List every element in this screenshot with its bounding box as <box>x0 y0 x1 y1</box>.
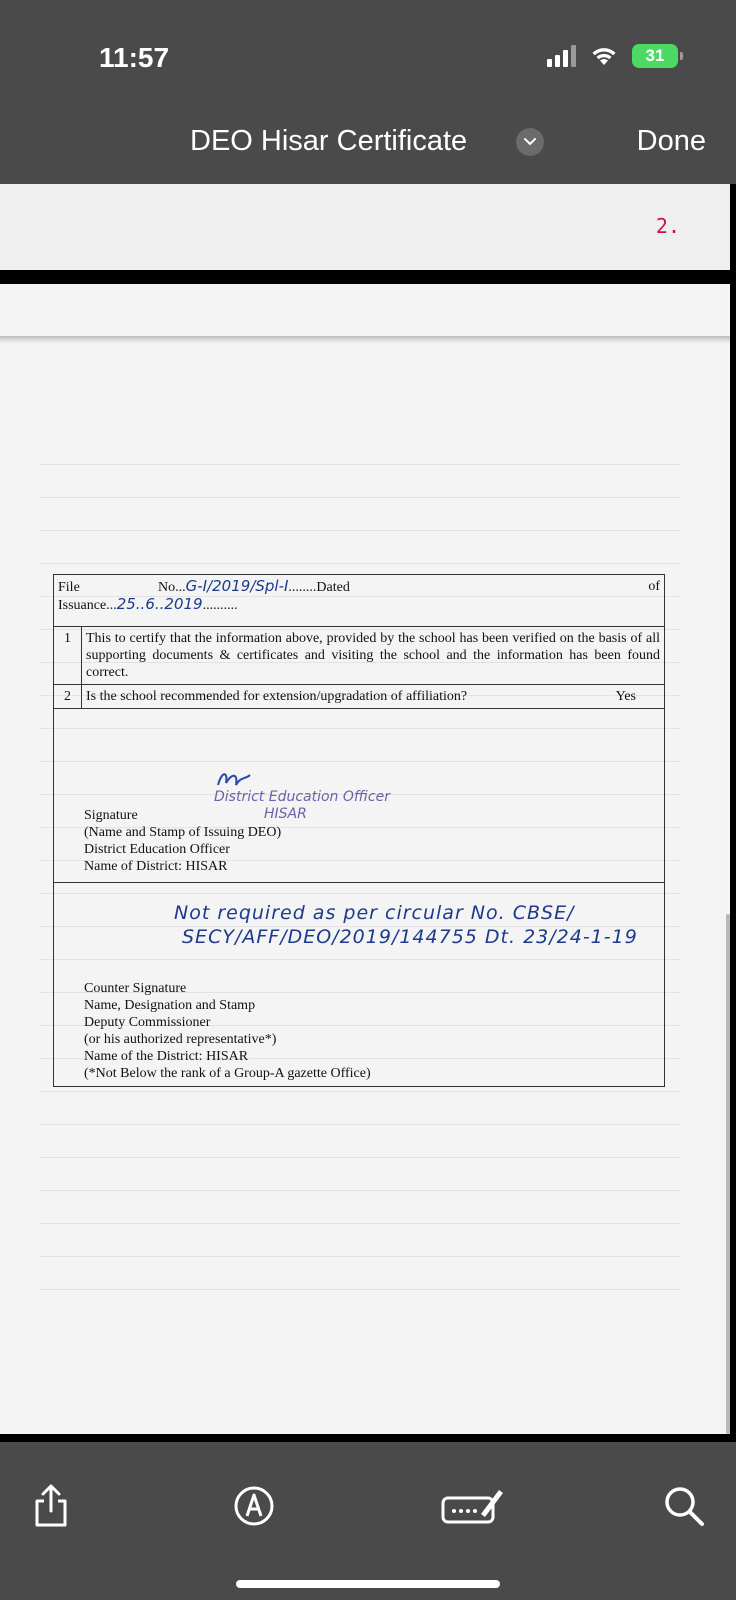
battery-level: 31 <box>645 46 665 65</box>
signature-label: Signature <box>84 808 138 823</box>
chevron-down-icon[interactable] <box>516 128 544 156</box>
row-number: 1 <box>54 627 82 685</box>
of-label: of <box>648 579 660 594</box>
recommendation-row <box>54 685 665 709</box>
status-icons <box>547 44 678 68</box>
certification-text: This to certify that the information above, provided by the school has been verified on the basis of all supporting documents & certificates and visiting the school and the information has been found correct. <box>82 627 665 685</box>
search-button[interactable] <box>658 1480 710 1532</box>
markup-icon <box>233 1485 275 1527</box>
scrollbar[interactable] <box>726 914 730 1434</box>
bottom-toolbar <box>0 1442 736 1600</box>
file-number-cell <box>54 575 665 627</box>
handwritten-note-line: SECY/AFF/DEO/2019/144755 Dt. 23/24-1-19 <box>182 926 638 948</box>
cellular-signal-icon <box>547 45 576 67</box>
dated-label: ........Dated <box>288 580 350 595</box>
stamp-place: HISAR <box>264 806 307 822</box>
document-title[interactable]: DEO Hisar Certificate <box>190 125 468 157</box>
signature-block <box>84 807 281 875</box>
certification-row <box>54 627 665 685</box>
counter-representative-note: (or his authorized representative*) <box>84 1032 277 1047</box>
counter-signature-cell <box>54 883 665 1087</box>
home-indicator[interactable] <box>236 1580 500 1588</box>
recommendation-answer: Yes <box>615 689 636 704</box>
counter-designation-label: Name, Designation and Stamp <box>84 998 256 1013</box>
signature-button[interactable] <box>440 1480 506 1532</box>
file-label: File <box>58 580 80 595</box>
file-number-row <box>54 575 665 627</box>
battery-icon <box>632 44 678 68</box>
signature-scribble-icon <box>214 767 254 791</box>
signature-cell <box>54 709 665 883</box>
signature-designation: District Education Officer <box>84 842 230 857</box>
top-bar <box>0 0 736 184</box>
signature-district: Name of District: HISAR <box>84 859 228 874</box>
wifi-icon <box>590 45 618 67</box>
status-time: 11:57 <box>99 42 170 73</box>
file-number-value: G-I/2019/Spl-I <box>185 577 289 595</box>
handwritten-note <box>174 901 638 949</box>
recommendation-cell <box>82 685 665 709</box>
counter-signature-row <box>54 883 665 1087</box>
signature-name-stamp: (Name and Stamp of Issuing DEO) <box>84 825 282 840</box>
row-number: 2 <box>54 685 82 709</box>
signature-icon <box>441 1486 505 1526</box>
counter-signature-label: Counter Signature <box>84 981 187 996</box>
issuance-date: 25..6..2019 <box>116 595 203 613</box>
no-label: No... <box>158 580 186 595</box>
page-number: 2. <box>655 214 680 238</box>
done-button[interactable]: Done <box>636 125 706 157</box>
document-viewer[interactable] <box>0 184 736 1442</box>
counter-signature-block <box>84 980 371 1082</box>
markup-button[interactable] <box>228 1480 280 1532</box>
search-icon <box>663 1485 705 1527</box>
handwritten-note-line: Not required as per circular No. CBSE/ <box>174 902 575 924</box>
share-icon <box>31 1483 71 1529</box>
issuance-label: Issuance... <box>58 598 117 613</box>
current-page[interactable] <box>0 284 730 1434</box>
recommendation-question: Is the school recommended for extension/upgradation of affiliation? <box>86 689 468 704</box>
signature-row <box>54 709 665 883</box>
stamp-text: District Education Officer <box>214 789 390 805</box>
counter-rank-note: (*Not Below the rank of a Group-A gazette Office) <box>84 1066 371 1081</box>
certificate-table <box>53 574 665 1087</box>
issuance-tail: .......... <box>202 598 238 613</box>
counter-officer-title: Deputy Commissioner <box>84 1015 211 1030</box>
scan-edge <box>0 336 730 344</box>
counter-district: Name of the District: HISAR <box>84 1049 249 1064</box>
share-button[interactable] <box>25 1480 77 1532</box>
previous-page[interactable] <box>0 184 730 270</box>
